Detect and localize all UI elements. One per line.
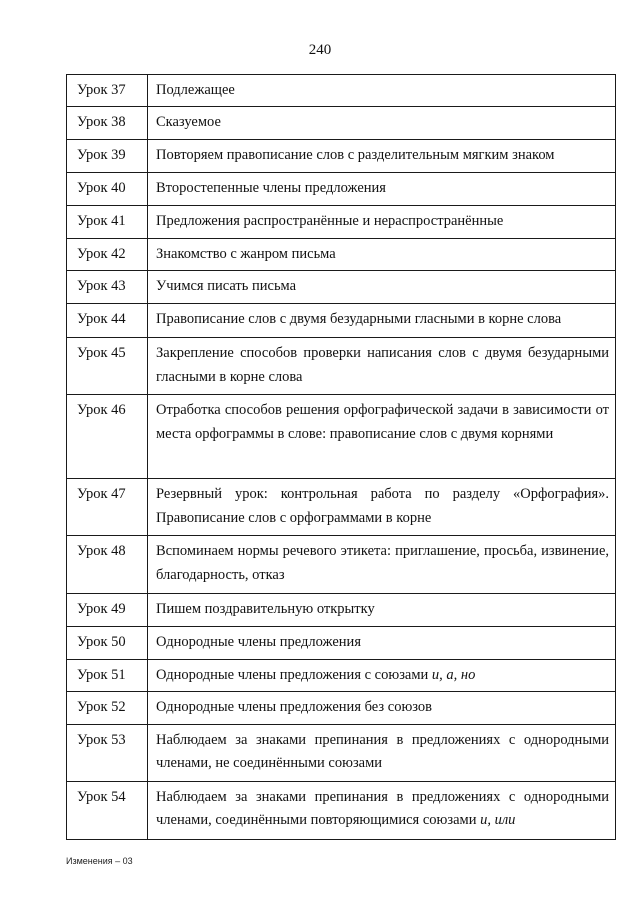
table-row bbox=[67, 479, 616, 536]
lesson-number: Урок 44 bbox=[67, 304, 148, 338]
topic-conjunctions: и, а, но bbox=[431, 666, 476, 683]
lesson-topic: Повторяем правописание слов с разделительным мягким знаком bbox=[148, 140, 616, 173]
lesson-table bbox=[66, 74, 616, 840]
lesson-number: Урок 37 bbox=[67, 75, 148, 107]
table-row bbox=[67, 724, 616, 781]
lesson-number: Урок 42 bbox=[67, 238, 148, 270]
lesson-number: Урок 48 bbox=[67, 536, 148, 594]
table-row bbox=[67, 395, 616, 479]
table-row bbox=[67, 338, 616, 395]
lesson-topic: Закрепление способов проверки написания слов с двумя безударными гласными в корне слова bbox=[148, 338, 616, 395]
topic-conjunctions: и, или bbox=[480, 812, 516, 829]
lesson-topic: Второстепенные члены предложения bbox=[148, 173, 616, 205]
page-number: 240 bbox=[308, 42, 332, 58]
lesson-topic: Предложения распространённые и нераспространённые bbox=[148, 205, 616, 238]
lesson-number: Урок 49 bbox=[67, 594, 148, 626]
table-row bbox=[67, 781, 616, 839]
lesson-topic: Наблюдаем за знаками препинания в предложениях с однородными членами, не соединёнными союзами bbox=[148, 724, 616, 781]
table-row bbox=[67, 140, 616, 173]
table-row bbox=[67, 238, 616, 270]
lesson-topic: Пишем поздравительную открытку bbox=[148, 594, 616, 626]
table-row bbox=[67, 205, 616, 238]
table-row bbox=[67, 692, 616, 724]
table-row bbox=[67, 271, 616, 304]
lesson-topic: Отработка способов решения орфографической задачи в зависимости от места орфограммы в слове: правописание слов с двумя корнями bbox=[148, 395, 616, 479]
lesson-topic: Резервный урок: контрольная работа по разделу «Орфография». Правописание слов с орфограммами в корне bbox=[148, 479, 616, 536]
lesson-number: Урок 38 bbox=[67, 107, 148, 140]
table-row bbox=[67, 173, 616, 205]
lesson-number: Урок 53 bbox=[67, 724, 148, 781]
topic-text: Однородные члены предложения с союзами bbox=[156, 666, 432, 683]
table-row bbox=[67, 304, 616, 338]
lesson-topic bbox=[148, 781, 616, 839]
table-row bbox=[67, 659, 616, 691]
lesson-number: Урок 47 bbox=[67, 479, 148, 536]
lesson-topic: Сказуемое bbox=[148, 107, 616, 140]
lesson-topic: Знакомство с жанром письма bbox=[148, 238, 616, 270]
lesson-number: Урок 43 bbox=[67, 271, 148, 304]
table-row bbox=[67, 107, 616, 140]
lesson-number: Урок 41 bbox=[67, 205, 148, 238]
lesson-topic: Подлежащее bbox=[148, 75, 616, 107]
lesson-number: Урок 52 bbox=[67, 692, 148, 724]
lesson-number: Урок 50 bbox=[67, 626, 148, 659]
table-row bbox=[67, 594, 616, 626]
lesson-topic bbox=[148, 659, 616, 691]
table-row bbox=[67, 626, 616, 659]
lesson-topic: Учимся писать письма bbox=[148, 271, 616, 304]
lesson-number: Урок 54 bbox=[67, 781, 148, 839]
lesson-number: Урок 39 bbox=[67, 140, 148, 173]
lesson-topic: Правописание слов с двумя безударными гласными в корне слова bbox=[148, 304, 616, 338]
lesson-topic: Вспоминаем нормы речевого этикета: приглашение, просьба, извинение, благодарность, отказ bbox=[148, 536, 616, 594]
topic-text: Наблюдаем за знаками препинания в предложениях с однородными членами, соединёнными повторяющимися союзами bbox=[156, 788, 609, 829]
table-row bbox=[67, 536, 616, 594]
lesson-topic: Однородные члены предложения без союзов bbox=[148, 692, 616, 724]
lesson-number: Урок 45 bbox=[67, 338, 148, 395]
table-row bbox=[67, 75, 616, 107]
lesson-number: Урок 40 bbox=[67, 173, 148, 205]
lesson-number: Урок 51 bbox=[67, 659, 148, 691]
footer-revision-note: Изменения – 03 bbox=[66, 856, 133, 866]
lesson-number: Урок 46 bbox=[67, 395, 148, 479]
lesson-topic: Однородные члены предложения bbox=[148, 626, 616, 659]
